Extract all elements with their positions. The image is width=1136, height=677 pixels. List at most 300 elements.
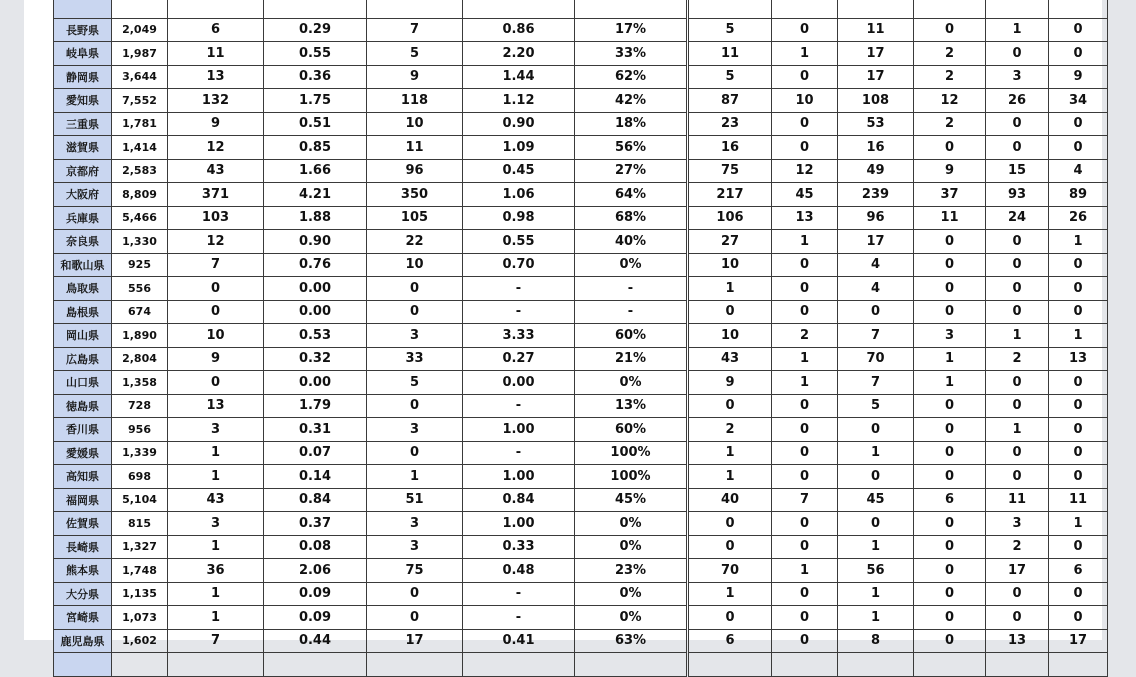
prefecture-cell: 鹿児島県 (54, 629, 112, 653)
value-cell: 108 (838, 89, 914, 113)
table-row (54, 606, 1108, 630)
value-cell: 1 (168, 441, 264, 465)
value-cell: 27% (575, 159, 688, 183)
population-cell: 674 (112, 300, 168, 324)
value-cell: 2.20 (463, 42, 575, 66)
value-cell: 10 (688, 253, 772, 277)
table-row (54, 324, 1108, 348)
population-cell: 2,049 (112, 18, 168, 42)
population-cell: 5,104 (112, 488, 168, 512)
value-cell: 0 (1049, 112, 1108, 136)
value-cell: 132 (168, 89, 264, 113)
value-cell: 6 (688, 629, 772, 653)
table-row (54, 465, 1108, 489)
value-cell: 17% (575, 18, 688, 42)
value-cell: 4 (838, 277, 914, 301)
prefecture-cell: 三重県 (54, 112, 112, 136)
value-cell: 1 (914, 347, 986, 371)
table-row (54, 206, 1108, 230)
value-cell: 1 (688, 582, 772, 606)
prefecture-cell: 岐阜県 (54, 42, 112, 66)
value-cell: 43 (688, 347, 772, 371)
value-cell: 49 (838, 159, 914, 183)
value-cell: 0 (914, 559, 986, 583)
value-cell: 1.00 (463, 512, 575, 536)
value-cell: 0 (914, 253, 986, 277)
population-cell: 3,644 (112, 65, 168, 89)
table-row (54, 230, 1108, 254)
value-cell: - (463, 300, 575, 324)
value-cell: 1.09 (463, 136, 575, 160)
table-row (54, 441, 1108, 465)
value-cell: 0 (1049, 300, 1108, 324)
value-cell: 7 (838, 371, 914, 395)
value-cell: 23% (575, 559, 688, 583)
value-cell: 0 (1049, 582, 1108, 606)
prefecture-cell: 長野県 (54, 18, 112, 42)
value-cell: 0 (986, 136, 1049, 160)
value-cell: 0 (367, 394, 463, 418)
value-cell: 4.21 (264, 183, 367, 207)
value-cell: 0 (772, 629, 838, 653)
value-cell: 0 (367, 300, 463, 324)
value-cell: 12 (914, 89, 986, 113)
population-cell: 728 (112, 394, 168, 418)
value-cell: 0 (914, 465, 986, 489)
value-cell: 1.66 (264, 159, 367, 183)
value-cell: 34 (1049, 89, 1108, 113)
value-cell: - (463, 394, 575, 418)
value-cell: 1 (688, 441, 772, 465)
value-cell: 43 (168, 488, 264, 512)
population-cell: 2,804 (112, 347, 168, 371)
prefecture-cell: 和歌山県 (54, 253, 112, 277)
table-row (54, 159, 1108, 183)
value-cell: 0.90 (264, 230, 367, 254)
value-cell: 96 (838, 206, 914, 230)
value-cell: 100% (575, 441, 688, 465)
value-cell: 1 (986, 18, 1049, 42)
value-cell: 1 (838, 606, 914, 630)
value-cell: 0 (838, 300, 914, 324)
value-cell: 0.00 (264, 277, 367, 301)
value-cell: 7 (367, 18, 463, 42)
value-cell: 75 (367, 559, 463, 583)
value-cell: 13 (772, 206, 838, 230)
population-cell: 956 (112, 418, 168, 442)
value-cell: - (463, 277, 575, 301)
value-cell: 0.09 (264, 606, 367, 630)
value-cell: 371 (168, 183, 264, 207)
value-cell: 9 (688, 371, 772, 395)
value-cell (688, 653, 772, 677)
value-cell: 4 (1049, 159, 1108, 183)
value-cell: 0 (986, 253, 1049, 277)
population-cell: 1,339 (112, 441, 168, 465)
value-cell: 1 (914, 371, 986, 395)
value-cell: 3 (367, 418, 463, 442)
value-cell: 8 (838, 629, 914, 653)
value-cell: 3 (367, 535, 463, 559)
value-cell: 0 (914, 300, 986, 324)
value-cell: 0 (772, 418, 838, 442)
value-cell: 0.45 (463, 159, 575, 183)
value-cell: 0% (575, 512, 688, 536)
value-cell: 0 (772, 535, 838, 559)
prefecture-cell: 兵庫県 (54, 206, 112, 230)
value-cell (168, 0, 264, 18)
value-cell: 0 (986, 230, 1049, 254)
value-cell: 87 (688, 89, 772, 113)
value-cell: 0.86 (463, 18, 575, 42)
value-cell: 63% (575, 629, 688, 653)
value-cell: 105 (367, 206, 463, 230)
prefecture-cell: 宮崎県 (54, 606, 112, 630)
value-cell: 6 (1049, 559, 1108, 583)
population-cell: 5,466 (112, 206, 168, 230)
prefecture-cell (54, 653, 112, 677)
value-cell: 40% (575, 230, 688, 254)
table-row (54, 18, 1108, 42)
value-cell: 106 (688, 206, 772, 230)
prefecture-cell: 京都府 (54, 159, 112, 183)
value-cell: 100% (575, 465, 688, 489)
value-cell: 0.32 (264, 347, 367, 371)
table-row (54, 112, 1108, 136)
value-cell (914, 0, 986, 18)
value-cell: 43 (168, 159, 264, 183)
value-cell (264, 0, 367, 18)
value-cell: 11 (986, 488, 1049, 512)
table-row (54, 347, 1108, 371)
population-cell: 1,073 (112, 606, 168, 630)
population-cell: 1,602 (112, 629, 168, 653)
table-row (54, 559, 1108, 583)
value-cell: 96 (367, 159, 463, 183)
value-cell: 0 (1049, 371, 1108, 395)
value-cell: 45 (772, 183, 838, 207)
value-cell: 0 (772, 277, 838, 301)
table-row (54, 629, 1108, 653)
value-cell: 0 (367, 441, 463, 465)
value-cell: 0.70 (463, 253, 575, 277)
prefecture-cell: 高知県 (54, 465, 112, 489)
prefecture-cell: 岡山県 (54, 324, 112, 348)
value-cell: 0.36 (264, 65, 367, 89)
value-cell: 11 (367, 136, 463, 160)
value-cell: 0 (838, 512, 914, 536)
table-row (54, 42, 1108, 66)
value-cell: 0 (986, 42, 1049, 66)
value-cell: 1.12 (463, 89, 575, 113)
value-cell: 75 (688, 159, 772, 183)
value-cell: 2 (986, 347, 1049, 371)
prefecture-cell: 静岡県 (54, 65, 112, 89)
value-cell: 0 (688, 300, 772, 324)
value-cell: 0 (986, 606, 1049, 630)
value-cell: 21% (575, 347, 688, 371)
value-cell: 7 (168, 253, 264, 277)
value-cell: 0 (688, 535, 772, 559)
value-cell: 0.27 (463, 347, 575, 371)
value-cell: - (463, 582, 575, 606)
value-cell: 1 (772, 559, 838, 583)
value-cell: 1 (1049, 324, 1108, 348)
value-cell: 3 (986, 65, 1049, 89)
value-cell: 0.31 (264, 418, 367, 442)
value-cell: 1 (168, 535, 264, 559)
value-cell: 2 (772, 324, 838, 348)
value-cell: 0 (914, 441, 986, 465)
value-cell (264, 653, 367, 677)
population-cell: 1,987 (112, 42, 168, 66)
prefecture-cell (54, 0, 112, 18)
value-cell: 64% (575, 183, 688, 207)
value-cell: 70 (688, 559, 772, 583)
value-cell (1049, 0, 1108, 18)
value-cell: 0.76 (264, 253, 367, 277)
population-cell: 1,748 (112, 559, 168, 583)
value-cell (463, 653, 575, 677)
value-cell: 0 (986, 441, 1049, 465)
value-cell: 0% (575, 371, 688, 395)
value-cell: 0 (914, 512, 986, 536)
value-cell (772, 0, 838, 18)
value-cell: 0 (986, 394, 1049, 418)
value-cell: 3 (986, 512, 1049, 536)
prefecture-cell: 鳥取県 (54, 277, 112, 301)
value-cell: 18% (575, 112, 688, 136)
table-row (54, 0, 1108, 18)
value-cell: 0 (772, 441, 838, 465)
value-cell: 2 (986, 535, 1049, 559)
value-cell: 68% (575, 206, 688, 230)
value-cell: 24 (986, 206, 1049, 230)
value-cell (1049, 653, 1108, 677)
value-cell (575, 0, 688, 18)
population-cell: 1,890 (112, 324, 168, 348)
value-cell: 56 (838, 559, 914, 583)
value-cell (575, 653, 688, 677)
value-cell: 0 (772, 136, 838, 160)
prefecture-data-table (53, 0, 1108, 677)
value-cell: 0 (1049, 253, 1108, 277)
value-cell: 42% (575, 89, 688, 113)
value-cell: 0 (367, 277, 463, 301)
value-cell: 13% (575, 394, 688, 418)
value-cell: 36 (168, 559, 264, 583)
value-cell: 12 (168, 230, 264, 254)
value-cell: 0 (986, 112, 1049, 136)
value-cell: 13 (986, 629, 1049, 653)
table-row (54, 277, 1108, 301)
value-cell: 1 (772, 42, 838, 66)
value-cell: 1 (838, 441, 914, 465)
value-cell: 0.44 (264, 629, 367, 653)
value-cell: 11 (688, 42, 772, 66)
prefecture-cell: 愛媛県 (54, 441, 112, 465)
value-cell: 1.00 (463, 465, 575, 489)
value-cell: 53 (838, 112, 914, 136)
population-cell (112, 653, 168, 677)
value-cell: 45% (575, 488, 688, 512)
value-cell: 1 (838, 535, 914, 559)
table-row (54, 183, 1108, 207)
prefecture-cell: 山口県 (54, 371, 112, 395)
value-cell: 0 (772, 606, 838, 630)
value-cell: 1 (838, 582, 914, 606)
value-cell: - (575, 277, 688, 301)
value-cell: 0 (914, 136, 986, 160)
value-cell (688, 0, 772, 18)
value-cell: 0.00 (264, 300, 367, 324)
value-cell (986, 653, 1049, 677)
value-cell: 0 (914, 606, 986, 630)
value-cell: 1 (1049, 512, 1108, 536)
value-cell: 0 (914, 277, 986, 301)
value-cell: 0 (1049, 42, 1108, 66)
value-cell: 89 (1049, 183, 1108, 207)
prefecture-cell: 徳島県 (54, 394, 112, 418)
value-cell: 0 (772, 112, 838, 136)
value-cell (168, 653, 264, 677)
value-cell: 51 (367, 488, 463, 512)
value-cell: 0 (367, 582, 463, 606)
value-cell: 22 (367, 230, 463, 254)
value-cell: 0 (1049, 418, 1108, 442)
value-cell: - (463, 441, 575, 465)
value-cell: 0 (1049, 136, 1108, 160)
value-cell: 17 (986, 559, 1049, 583)
value-cell: 0% (575, 253, 688, 277)
value-cell: 1 (772, 347, 838, 371)
value-cell: 0 (772, 465, 838, 489)
value-cell: 0% (575, 582, 688, 606)
value-cell: 0 (986, 277, 1049, 301)
value-cell: 0.00 (463, 371, 575, 395)
value-cell (463, 0, 575, 18)
value-cell: 0 (1049, 441, 1108, 465)
value-cell: 1.06 (463, 183, 575, 207)
value-cell: 1 (168, 582, 264, 606)
population-cell: 2,583 (112, 159, 168, 183)
prefecture-cell: 島根県 (54, 300, 112, 324)
value-cell: 2 (688, 418, 772, 442)
prefecture-cell: 佐賀県 (54, 512, 112, 536)
value-cell: 0.33 (463, 535, 575, 559)
prefecture-cell: 大阪府 (54, 183, 112, 207)
value-cell: 0 (1049, 277, 1108, 301)
value-cell (986, 0, 1049, 18)
value-cell: 11 (168, 42, 264, 66)
value-cell: 6 (914, 488, 986, 512)
value-cell: 0 (1049, 606, 1108, 630)
value-cell: 10 (168, 324, 264, 348)
value-cell: 0 (914, 18, 986, 42)
value-cell: 0.84 (463, 488, 575, 512)
value-cell: 0.07 (264, 441, 367, 465)
table-row (54, 89, 1108, 113)
prefecture-cell: 愛知県 (54, 89, 112, 113)
value-cell: 4 (838, 253, 914, 277)
value-cell (838, 653, 914, 677)
value-cell: 16 (688, 136, 772, 160)
population-cell: 8,809 (112, 183, 168, 207)
value-cell: 0.55 (264, 42, 367, 66)
value-cell: 0.55 (463, 230, 575, 254)
value-cell: 11 (1049, 488, 1108, 512)
value-cell (914, 653, 986, 677)
population-cell: 7,552 (112, 89, 168, 113)
value-cell: 0 (986, 371, 1049, 395)
value-cell: 3 (367, 324, 463, 348)
value-cell: - (463, 606, 575, 630)
value-cell: 17 (1049, 629, 1108, 653)
value-cell: 10 (688, 324, 772, 348)
value-cell: 217 (688, 183, 772, 207)
value-cell: 0 (168, 371, 264, 395)
prefecture-cell: 長崎県 (54, 535, 112, 559)
value-cell: 7 (838, 324, 914, 348)
value-cell: 2 (914, 65, 986, 89)
value-cell: 27 (688, 230, 772, 254)
table-row (54, 535, 1108, 559)
value-cell: 1 (1049, 230, 1108, 254)
population-cell: 698 (112, 465, 168, 489)
value-cell: 5 (367, 42, 463, 66)
value-cell: 60% (575, 418, 688, 442)
table-row (54, 418, 1108, 442)
value-cell: 23 (688, 112, 772, 136)
table-body (54, 0, 1108, 676)
value-cell: 0 (772, 300, 838, 324)
table-row (54, 253, 1108, 277)
value-cell: 0 (1049, 535, 1108, 559)
population-cell: 925 (112, 253, 168, 277)
prefecture-cell: 奈良県 (54, 230, 112, 254)
value-cell: 1.44 (463, 65, 575, 89)
value-cell: 0 (914, 629, 986, 653)
value-cell: 0 (986, 300, 1049, 324)
value-cell: 1 (772, 230, 838, 254)
value-cell: 0 (772, 512, 838, 536)
table-row (54, 136, 1108, 160)
value-cell: 1.75 (264, 89, 367, 113)
value-cell: 0 (914, 535, 986, 559)
value-cell: 0 (914, 582, 986, 606)
value-cell: 1 (772, 371, 838, 395)
value-cell: 0 (772, 582, 838, 606)
value-cell: 1.79 (264, 394, 367, 418)
population-cell: 1,414 (112, 136, 168, 160)
value-cell: 5 (367, 371, 463, 395)
value-cell: 26 (1049, 206, 1108, 230)
table-row (54, 488, 1108, 512)
value-cell: 0 (986, 465, 1049, 489)
value-cell: 9 (168, 112, 264, 136)
value-cell: 0 (1049, 465, 1108, 489)
value-cell: 0.48 (463, 559, 575, 583)
value-cell: 3 (367, 512, 463, 536)
value-cell: 0 (1049, 394, 1108, 418)
value-cell: 6 (168, 18, 264, 42)
prefecture-cell: 香川県 (54, 418, 112, 442)
value-cell: 0 (688, 512, 772, 536)
value-cell: 12 (772, 159, 838, 183)
value-cell: 0 (772, 253, 838, 277)
value-cell: 0 (168, 300, 264, 324)
value-cell: 93 (986, 183, 1049, 207)
